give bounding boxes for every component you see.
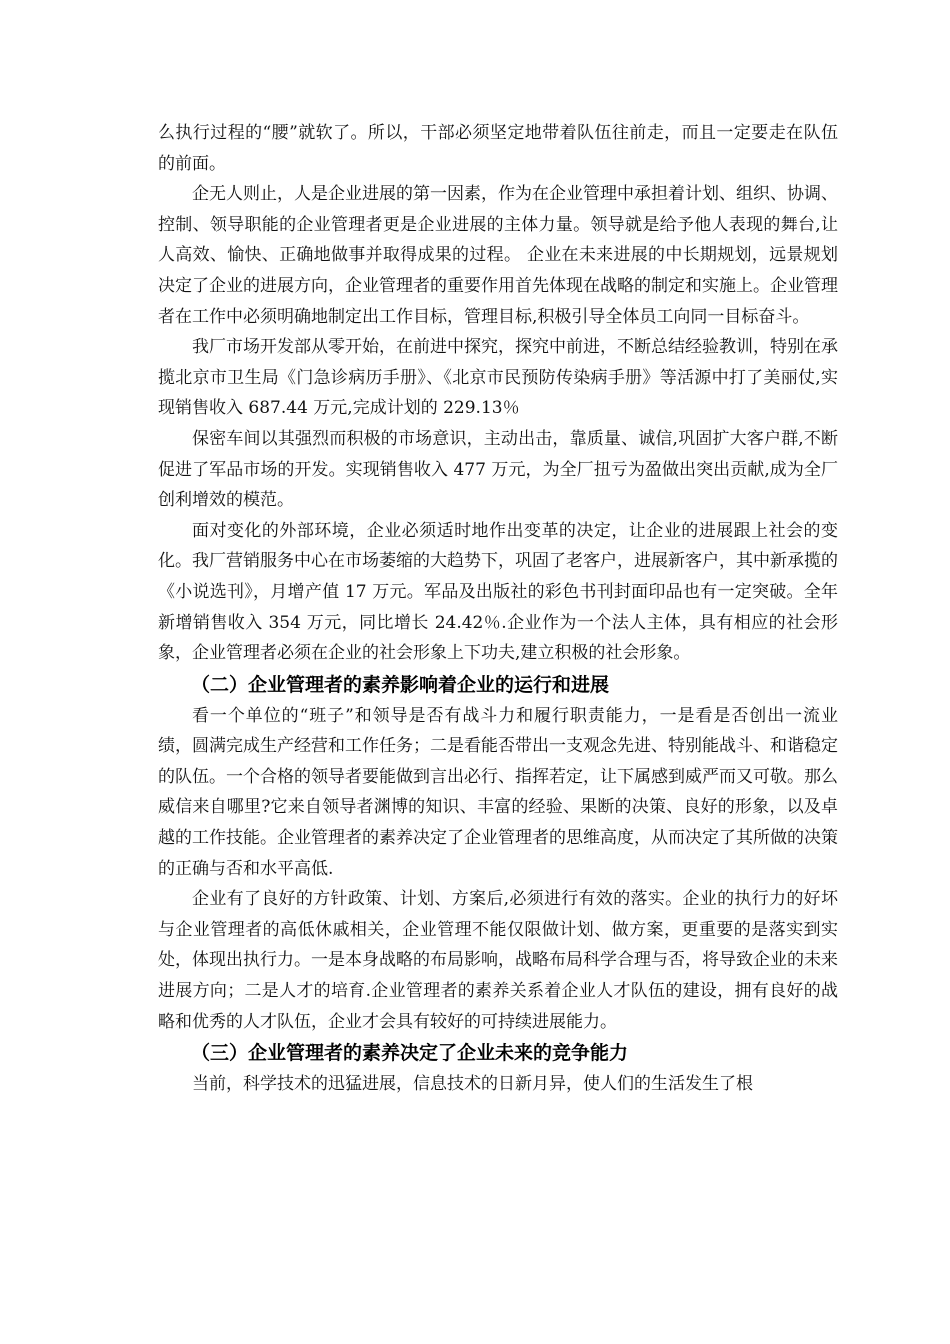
paragraph-people-factor: 企无人则止，人是企业进展的第一因素，作为在企业管理中承担着计划、组织、协调、控制、领导职能的企业管理者更是企业进展的主体力量。领导就是给予他人表现的舞台,让人高效、愉快、正确地做事并取得成果的过程。 企业在未来进展的中长期规划，远景规划决定了企业的进展方向，企业管理者的重要作用首先体现在战略的制定和实施上。企业管理者在工作中必须明确地制定出工作目标，管理目标,积极引导全体员工向同一目标奋斗。 xyxy=(158,184,838,327)
paragraph-execution: 企业有了良好的方针政策、计划、方案后,必须进行有效的落实。企业的执行力的好坏与企业管理者的高低休戚相关，企业管理不能仅限做计划、做方案，更重要的是落实到实处，体现出执行力。一是本身战略的布局影响，战略布局科学合理与否，将导致企业的未来进展方向；二是人才的培育.企业管理者的素养关系着企业人才队伍的建设，拥有良好的战略和优秀的人才队伍，企业才会具有较好的可持续进展能力。 xyxy=(158,889,838,1032)
paragraph-external-env: 面对变化的外部环境，企业必须适时地作出变革的决定，让企业的进展跟上社会的变化。我厂营销服务中心在市场萎缩的大趋势下，巩固了老客户，进展新客户，其中新承揽的《小说选刊》，月增产值 17 万元。军品及出版社的彩色书刊封面印品也有一定突破。全年新增销售收入 354 万元，同比增长 24.42％.企业作为一个法人主体，具有相应的社会形象，企业管理者必须在企业的社会形象上下功夫,建立积极的社会形象。 xyxy=(158,520,838,664)
paragraph-leadership-team: 看一个单位的“班子”和领导是否有战斗力和履行职责能力，一是看是否创出一流业绩，圆满完成生产经营和工作任务；二是看能否带出一支观念先进、特别能战斗、和谐稳定的队伍。一个合格的领导者要能做到言出必行、指挥若定，让下属感到威严而又可敬。那么威信来自哪里?它来自领导者渊博的知识、丰富的经验、果断的决策、良好的形象，以及卓越的工作技能。企业管理者的素养决定了企业管理者的思维高度，从而决定了其所做的决策的正确与否和水平高低. xyxy=(158,705,838,879)
document-page xyxy=(158,118,838,1100)
section-heading-3: （三）企业管理者的素养决定了企业未来的竞争能力 xyxy=(191,1042,629,1065)
paragraph-continuation: 么执行过程的“腰”就软了。所以，干部必须坚定地带着队伍往前走，而且一定要走在队伍的前面。 xyxy=(158,123,838,174)
paragraph-secret-workshop: 保密车间以其强烈而积极的市场意识，主动出击，靠质量、诚信,巩固扩大客户群,不断促进了军品市场的开发。实现销售收入 477 万元，为全厂扭亏为盈做出突出贡献,成为全厂创利增效的模范。 xyxy=(158,428,838,511)
paragraph-market-dept: 我厂市场开发部从零开始，在前进中探究，探究中前进，不断总结经验教训，特别在承揽北京市卫生局《门急诊病历手册》、《北京市民预防传染病手册》等活源中打了美丽仗,实现销售收入 687.44 万元,完成计划的 229.13％ xyxy=(158,337,838,419)
section-heading-2: （二）企业管理者的素养影响着企业的运行和进展 xyxy=(191,673,610,696)
paragraph-tech-progress: 当前，科学技术的迅猛进展，信息技术的日新月异，使人们的生活发生了根 xyxy=(192,1074,753,1095)
